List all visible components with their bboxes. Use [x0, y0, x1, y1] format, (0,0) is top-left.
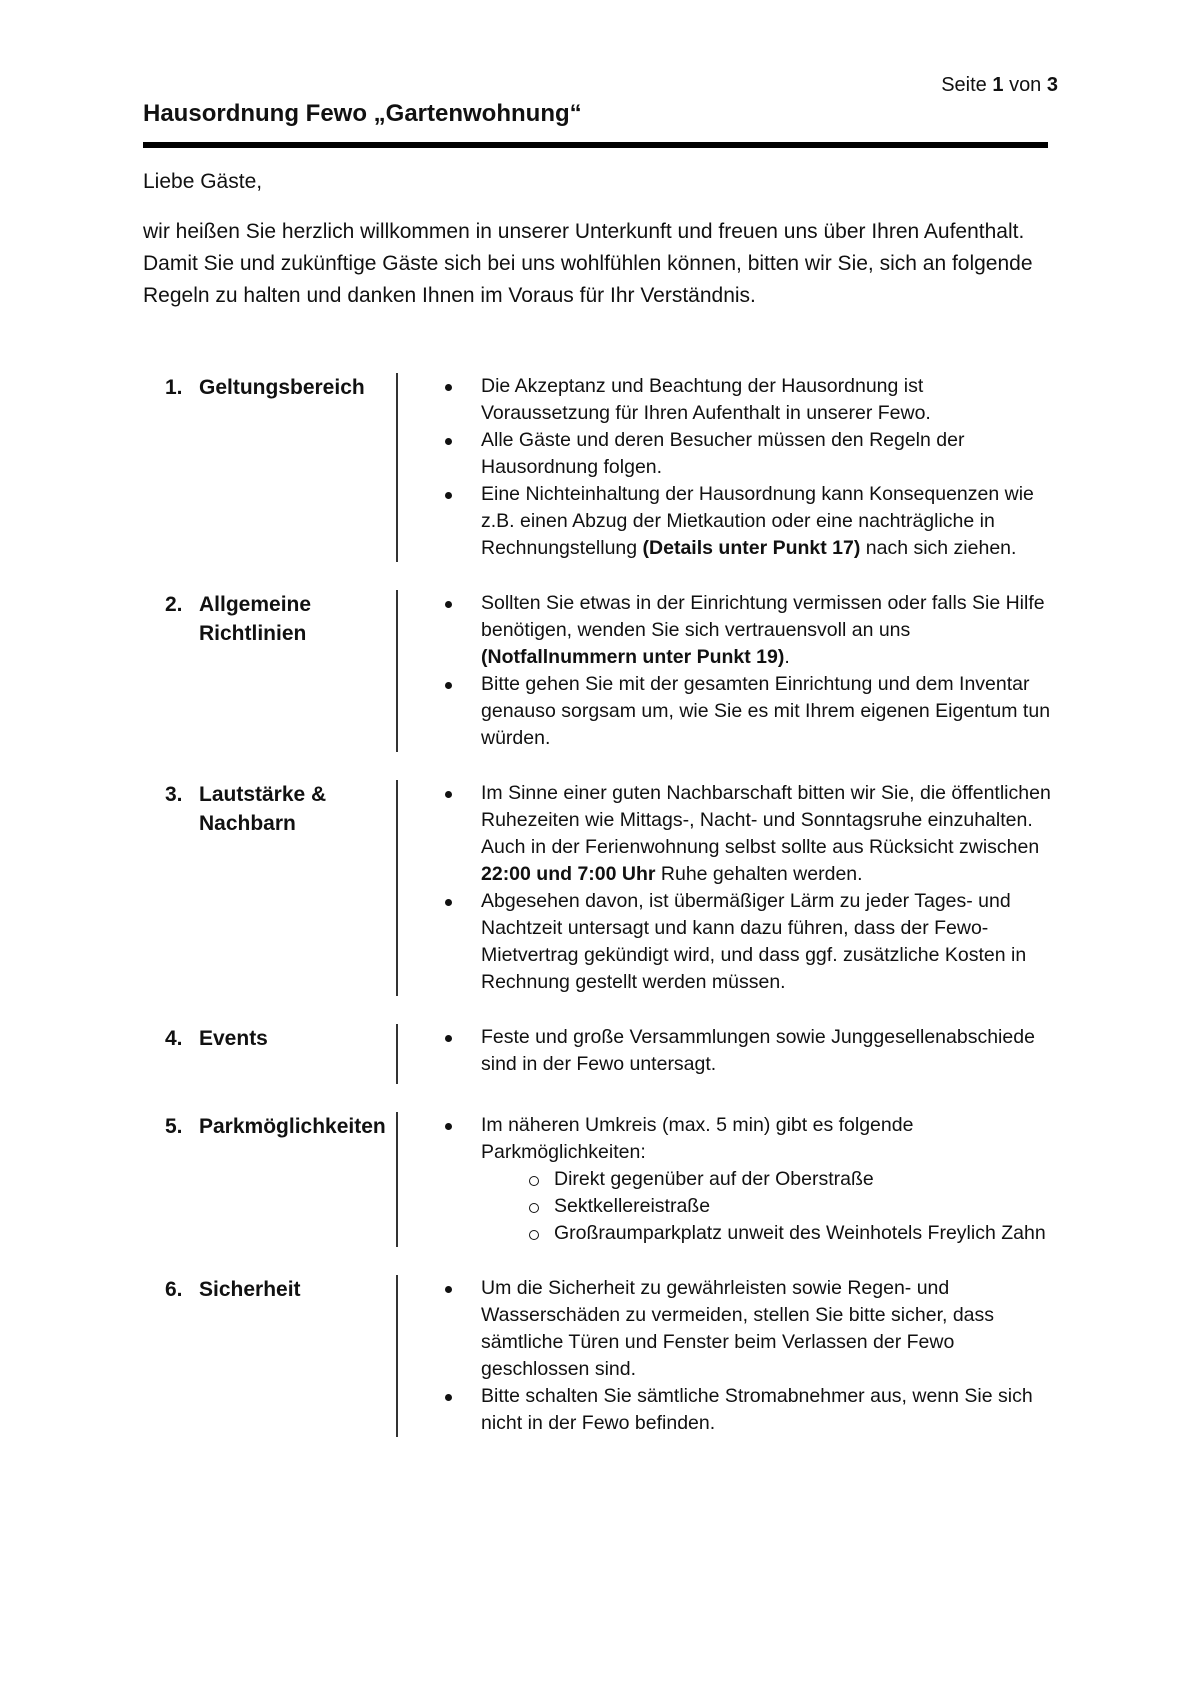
bullet-text: Bitte gehen Sie mit der gesamten Einrichtung und dem Inventar genauso sorgsam um, wie Sie es mit Ihrem eigenen Eigentum tun würden. [481, 673, 1051, 749]
bullet-item [440, 590, 1055, 671]
bullet-list [440, 1275, 1055, 1437]
bullet-text: . [784, 646, 790, 668]
page-number [941, 74, 1058, 97]
sub-item: Sektkellereistraße [481, 1193, 1055, 1220]
rule-section [0, 373, 1190, 562]
section-body [440, 373, 1055, 562]
bullet-item [440, 671, 1055, 752]
bullet-item [440, 1024, 1055, 1078]
bullet-item [440, 1383, 1055, 1437]
rules-list [0, 373, 1190, 1465]
bullet-item [440, 481, 1055, 562]
bullet-item [440, 1112, 1055, 1247]
bullet-text: Bitte schalten Sie sämtliche Stromabnehmer aus, wenn Sie sich nicht in der Fewo befinden. [481, 1385, 1033, 1434]
section-divider [396, 780, 398, 996]
bullet-text: Um die Sicherheit zu gewährleisten sowie Regen- und Wasserschäden zu vermeiden, stellen Sie bitte sicher, dass sämtliche Türen und Fenster beim Verlassen der Fewo geschlossen sind. [481, 1277, 995, 1380]
page-prefix: Seite [941, 74, 987, 96]
section-divider [396, 1275, 398, 1437]
section-title: Sicherheit [199, 1278, 301, 1301]
rule-section [0, 780, 1190, 996]
section-title: Events [199, 1027, 268, 1050]
section-heading [165, 1024, 405, 1084]
bullet-item [440, 427, 1055, 481]
bullet-text: Eine Nichteinhaltung der Hausordnung kann Konsequenzen wie z.B. einen Abzug der Mietkaution oder eine nachträgliche in Rechnungstellung [481, 483, 1034, 559]
rule-section [0, 1112, 1190, 1247]
section-title: Geltungsbereich [199, 376, 365, 399]
bullet-text: Die Akzeptanz und Beachtung der Hausordnung ist Voraussetzung für Ihren Aufenthalt in unserer Fewo. [481, 375, 931, 424]
title-rule [143, 142, 1048, 148]
bullet-text: Im Sinne einer guten Nachbarschaft bitten wir Sie, die öffentlichen Ruhezeiten wie Mittags-, Nacht- und Sonntagsruhe einzuhalten. Auch in der Ferienwohnung selbst sollte aus Rücksicht zwischen [481, 782, 1051, 858]
sub-item: Großraumparkplatz unweit des Weinhotels Freylich Zahn [481, 1220, 1055, 1247]
section-body [440, 1275, 1055, 1437]
section-title: Lautstärke & Nachbarn [199, 783, 327, 835]
rule-section [0, 1275, 1190, 1437]
bullet-item [440, 780, 1055, 888]
page-current: 1 [992, 74, 1004, 96]
greeting: Liebe Gäste, [143, 170, 263, 193]
section-number: 3. [165, 783, 183, 806]
intro-paragraph: wir heißen Sie herzlich willkommen in unserer Unterkunft und freuen uns über Ihren Aufenthalt. Damit Sie und zukünftige Gäste sich bei uns wohlfühlen können, bitten wir Sie, sich an folgende Regeln zu halten und danken Ihnen im Voraus für Ihr Verständnis. [143, 220, 1033, 307]
rule-section [0, 1024, 1190, 1084]
bullet-emphasis: 22:00 und 7:00 Uhr [481, 863, 656, 885]
document-title: Hausordnung Fewo „Gartenwohnung“ [143, 100, 582, 127]
section-heading [165, 590, 405, 752]
section-number: 5. [165, 1115, 183, 1138]
bullet-item [440, 373, 1055, 427]
bullet-list [440, 780, 1055, 996]
bullet-item [440, 888, 1055, 996]
section-number: 1. [165, 376, 183, 399]
bullet-emphasis: (Details unter Punkt 17) [642, 537, 861, 559]
bullet-list [440, 590, 1055, 752]
section-body [440, 590, 1055, 752]
bullet-item [440, 1275, 1055, 1383]
section-number: 2. [165, 593, 183, 616]
section-divider [396, 1112, 398, 1247]
bullet-text: nach sich ziehen. [860, 537, 1017, 559]
section-heading [165, 1112, 405, 1247]
section-divider [396, 373, 398, 562]
section-body [440, 780, 1055, 996]
bullet-text: Sollten Sie etwas in der Einrichtung vermissen oder falls Sie Hilfe benötigen, wenden Sie sich vertrauensvoll an uns [481, 592, 1045, 641]
page-separator: von [1009, 74, 1042, 96]
section-heading [165, 1275, 405, 1437]
page-total: 3 [1046, 74, 1058, 96]
section-divider [396, 590, 398, 752]
bullet-list [440, 1024, 1055, 1078]
section-heading [165, 780, 405, 996]
bullet-text: Im näheren Umkreis (max. 5 min) gibt es folgende Parkmöglichkeiten: [481, 1114, 914, 1163]
bullet-text: Feste und große Versammlungen sowie Junggesellenabschiede sind in der Fewo untersagt. [481, 1026, 1035, 1075]
rule-section [0, 590, 1190, 752]
bullet-list [440, 1112, 1055, 1247]
bullet-text: Alle Gäste und deren Besucher müssen den Regeln der Hausordnung folgen. [481, 429, 965, 478]
section-body [440, 1024, 1055, 1078]
bullet-text: Ruhe gehalten werden. [655, 863, 863, 885]
bullet-emphasis: (Notfallnummern unter Punkt 19) [481, 646, 785, 668]
section-number: 4. [165, 1027, 183, 1050]
section-body [440, 1112, 1055, 1247]
bullet-list [440, 373, 1055, 562]
section-divider [396, 1024, 398, 1084]
section-title: Parkmöglichkeiten [199, 1115, 386, 1138]
section-title: Allgemeine Richtlinien [199, 593, 312, 645]
sub-list [481, 1166, 1055, 1247]
bullet-text: Abgesehen davon, ist übermäßiger Lärm zu jeder Tages- und Nachtzeit untersagt und kann dazu führen, dass der Fewo-Mietvertrag gekündigt wird, und dass ggf. zusätzliche Kosten in Rechnung gestellt werden müssen. [481, 890, 1027, 993]
sub-item: Direkt gegenüber auf der Oberstraße [481, 1166, 1055, 1193]
section-heading [165, 373, 405, 562]
section-number: 6. [165, 1278, 183, 1301]
